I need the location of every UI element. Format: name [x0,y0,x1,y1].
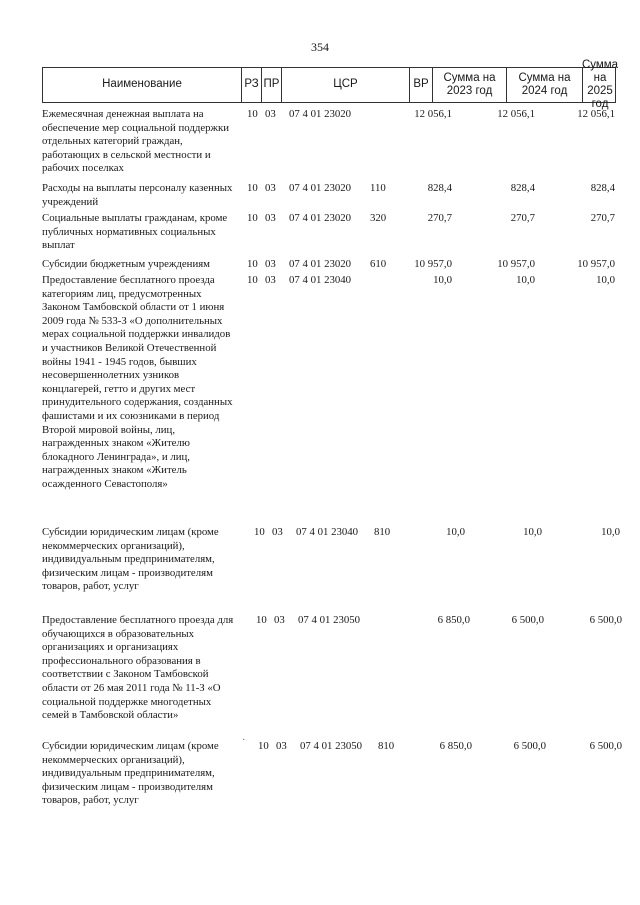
row-sum-2024: 6 500,0 [511,614,544,626]
row-name: Ежемесячная денежная выплата на обеспечение мер социальной поддержки отдельных категорий граждан, работающих в сельской местности и рабочих поселках [42,108,230,175]
row-csr: 07 4 01 23020 [289,108,352,120]
row-name: Субсидии юридическим лицам (кроме некоммерческих организаций), индивидуальным предпринимателям, физическим лицам - производителям товаров, работ, услуг [42,740,219,807]
table-header [42,58,619,111]
header-pr: ПР [261,68,281,102]
row-sum-2023: 10,0 [433,274,452,286]
row-vr: 610 [370,258,387,270]
header-vr: ВР [409,68,432,102]
row-name: Субсидии юридическим лицам (кроме некоммерческих организаций), индивидуальным предпринимателям, физическим лицам - производителям товаров, работ, услуг [42,526,219,593]
row-rz: 10 [256,614,267,626]
scan-mark: · [242,735,246,746]
row-sum-2024: 10 957,0 [497,258,535,270]
row-pr: 03 [265,212,276,224]
row-csr: 07 4 01 23020 [289,182,352,194]
row-vr: 110 [370,182,386,194]
row-name: Предоставление бесплатного проезда категориям лиц, предусмотренных Законом Тамбовской области от 1 июня 2009 года № 533-З «О дополнительных мерах социальной поддержки инвалидов и участников Великой Отечественной войны 1941 - 1945 годов, бывших несовершеннолетних узников концлагерей, гетто и других мест принудительного содержания, созданных фашистами и их союзниками в период Второй мировой войны, лиц, награжденных знаком «Жителю блокадного Ленинграда», и лиц, награжденных знаком «Житель осажденного Севастополя» [42,274,233,490]
row-pr: 03 [265,274,276,286]
row-sum-2023: 270,7 [427,212,452,224]
row-csr: 07 4 01 23020 [289,212,352,224]
row-csr: 07 4 01 23050 [298,614,361,626]
row-sum-2025: 270,7 [590,212,615,224]
row-csr: 07 4 01 23040 [289,274,352,286]
page-number: 354 [311,40,329,54]
row-rz: 10 [247,108,258,120]
row-sum-2024: 270,7 [510,212,535,224]
row-rz: 10 [247,212,258,224]
row-sum-2024: 10,0 [516,274,535,286]
row-sum-2025: 10,0 [601,526,620,538]
row-pr: 03 [265,182,276,194]
row-rz: 10 [254,526,265,538]
row-csr: 07 4 01 23040 [296,526,359,538]
row-sum-2025: 6 500,0 [589,614,622,626]
row-sum-2024: 12 056,1 [497,108,535,120]
header-csr: ЦСР [281,68,409,102]
row-name: Предоставление бесплатного проезда для обучающихся в образовательных организациях и организациях профессионального образования в соответствии с Законом Тамбовской области от 26 мая 2011 года № 11-З «О социальной поддержке многодетных семей в Тамбовской области» [42,614,234,722]
header-sum-2024: Сумма на 2024 год [506,68,582,102]
row-sum-2025: 12 056,1 [577,108,615,120]
row-name: Расходы на выплаты персоналу казенных учреждений [42,182,233,208]
row-rz: 10 [247,274,258,286]
row-sum-2025: 6 500,0 [589,740,622,752]
row-sum-2024: 6 500,0 [513,740,546,752]
row-sum-2025: 10 957,0 [577,258,615,270]
row-sum-2024: 828,4 [510,182,535,194]
row-sum-2023: 828,4 [427,182,452,194]
header-name: Наименование [102,78,182,91]
row-pr: 03 [274,614,285,626]
row-sum-2023: 10,0 [446,526,465,538]
row-sum-2024: 10,0 [523,526,542,538]
header-sum-2023: Сумма на 2023 год [432,68,506,102]
row-sum-2023: 6 850,0 [439,740,472,752]
header-sum-2025: Сумма на 2025 год [581,58,619,111]
row-rz: 10 [247,182,258,194]
row-rz: 10 [247,258,258,270]
row-csr: 07 4 01 23020 [289,258,352,270]
row-name: Субсидии бюджетным учреждениям [42,258,211,270]
header-rz: РЗ [241,68,261,102]
row-rz: 10 [258,740,269,752]
row-sum-2023: 12 056,1 [414,108,452,120]
row-pr: 03 [276,740,287,752]
row-vr: 810 [378,740,395,752]
row-csr: 07 4 01 23050 [300,740,363,752]
row-pr: 03 [265,108,276,120]
row-pr: 03 [272,526,283,538]
row-vr: 320 [370,212,387,224]
row-vr: 810 [374,526,391,538]
row-pr: 03 [265,258,276,270]
row-sum-2023: 6 850,0 [437,614,470,626]
row-name: Социальные выплаты гражданам, кроме публичных нормативных социальных выплат [42,212,228,252]
row-sum-2025: 10,0 [596,274,615,286]
row-sum-2025: 828,4 [590,182,615,194]
row-sum-2023: 10 957,0 [414,258,452,270]
